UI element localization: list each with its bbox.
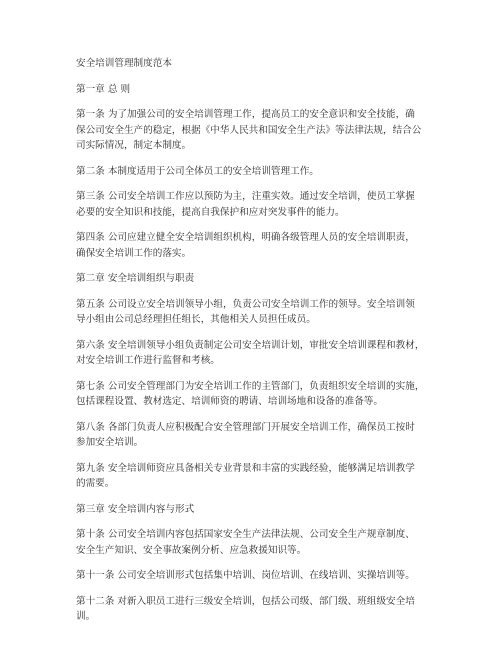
text-line: 包括课程设置、教材选定、培训师资的聘请、培训场地和设备的准备等。 xyxy=(76,396,383,407)
text-line: 导小组由公司总经理担任组长，其他相关人员担任成员。 xyxy=(76,314,316,325)
article-paragraph xyxy=(76,594,436,625)
article-paragraph xyxy=(76,461,436,492)
article-paragraph xyxy=(76,568,436,584)
document-body xyxy=(76,82,436,625)
text-line: 第一章 总 则 xyxy=(76,83,131,95)
text-line: 第二条 本制度适用于公司全体员工的安全培训管理工作。 xyxy=(76,165,319,177)
article-paragraph xyxy=(76,338,436,369)
text-line: 第三条 公司安全培训工作应以预防为主，注重实效。通过安全培训，使员工掌握 xyxy=(76,191,415,202)
article-paragraph xyxy=(76,230,436,261)
document-title: 安全培训管理制度范本 xyxy=(76,58,172,69)
text-line: 第十条 公司安全培训内容包括国家安全生产法律法规、公司安全生产规章制度、 xyxy=(76,529,415,540)
text-line: 第八条 各部门负责人应积极配合安全管理部门开展安全培训工作，确保员工按时 xyxy=(76,421,415,433)
text-line: 第九条 安全培训师资应具备相关专业背景和丰富的实践经验，能够满足培训教学 xyxy=(76,462,415,474)
text-line: 确保安全培训工作的落实。 xyxy=(76,247,192,259)
chapter-heading xyxy=(76,82,436,98)
text-line: 对安全培训工作进行监督和考核。 xyxy=(76,355,220,366)
text-line: 第二章 安全培训组织与职责 xyxy=(76,273,195,284)
text-line: 第十一条 公司安全培训形式包括集中培训、岗位培训、在线培训、实操培训等。 xyxy=(76,570,415,581)
article-paragraph xyxy=(76,379,436,410)
text-line: 第十二条 对新入职员工进行三级安全培训，包括公司级、部门级、班组级安全培 xyxy=(76,595,415,607)
article-paragraph xyxy=(76,107,436,154)
article-paragraph xyxy=(76,164,436,180)
text-line: 第五条 公司设立安全培训领导小组，负责公司安全培训工作的领导。安全培训领 xyxy=(76,298,415,310)
article-paragraph xyxy=(76,420,436,451)
article-paragraph xyxy=(76,189,436,220)
text-line: 第七条 公司安全管理部门为安全培训工作的主管部门，负责组织安全培训的实施， xyxy=(76,380,425,392)
text-line: 的需要。 xyxy=(76,478,115,489)
document-page xyxy=(76,56,436,635)
chapter-heading xyxy=(76,271,436,287)
text-line: 训。 xyxy=(76,611,96,622)
text-line: 必要的安全知识和技能，提高自我保护和应对突发事件的能力。 xyxy=(76,206,345,218)
text-line: 第一条 为了加强公司的安全培训管理工作，提高员工的安全意识和安全技能，确 xyxy=(76,109,415,120)
article-paragraph xyxy=(76,527,436,558)
chapter-heading xyxy=(76,502,436,518)
text-line: 保公司安全生产的稳定，根据《中华人民共和国安全生产法》等法律法规，结合公 xyxy=(76,124,422,136)
text-line: 第三章 安全培训内容与形式 xyxy=(76,503,195,515)
article-paragraph xyxy=(76,297,436,328)
text-line: 参加安全培训。 xyxy=(76,437,144,448)
text-line: 第六条 安全培训领导小组负责制定公司安全培训计划，审批安全培训课程和教材， xyxy=(76,339,425,351)
text-line: 第四条 公司应建立健全安全培训组织机构，明确各级管理人员的安全培训职责， xyxy=(76,232,415,243)
text-line: 司实际情况，制定本制度。 xyxy=(76,140,192,151)
text-line: 安全生产知识、安全事故案例分析、应急救援知识等。 xyxy=(76,544,307,556)
